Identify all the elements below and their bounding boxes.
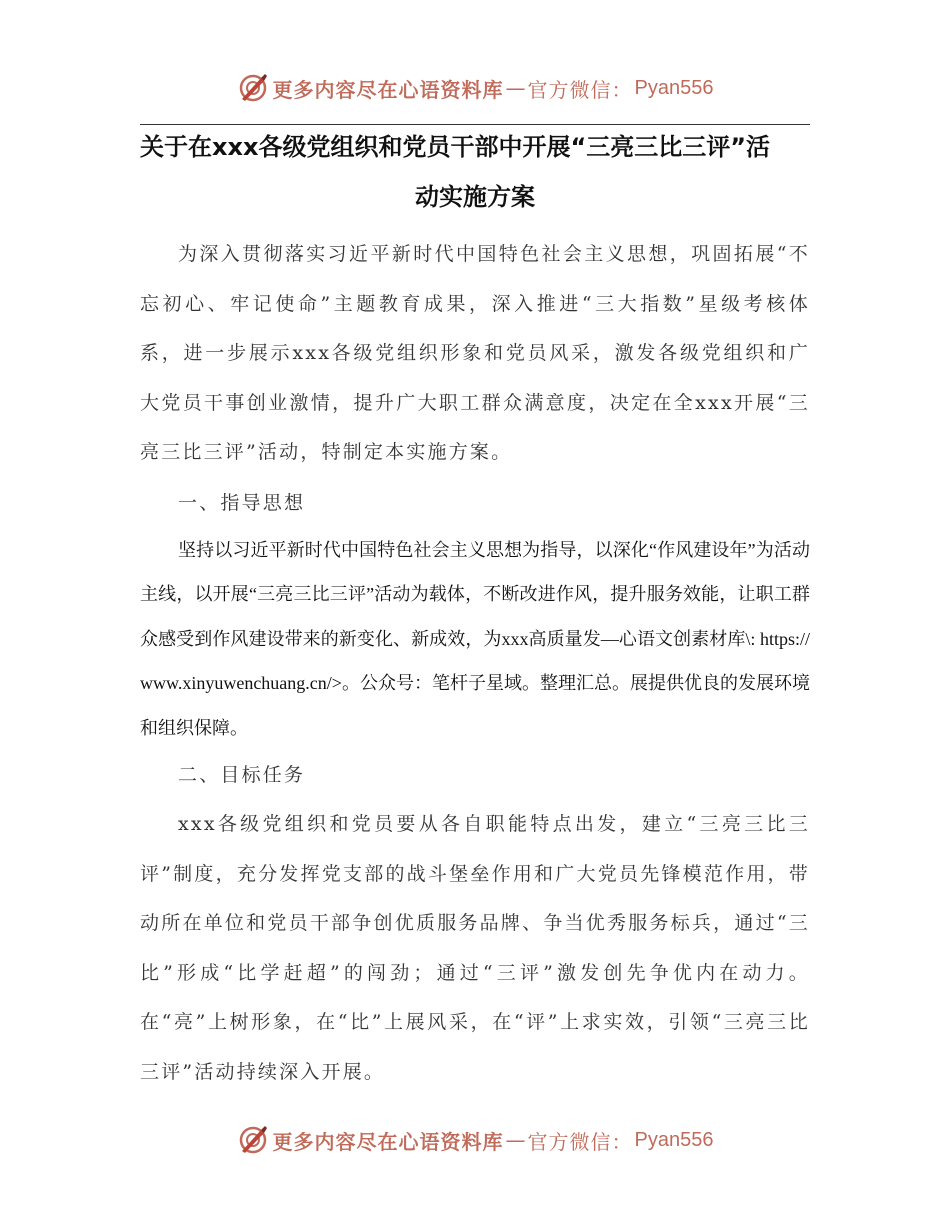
title-line-1: 关于在xxx各级党组织和党员干部中开展“三亮三比三评”活 [140,133,770,161]
title-line-2: 动实施方案 [415,183,535,211]
banner-text: 更多内容尽在心语资料库 [272,1129,504,1154]
section-2-heading: 二、目标任务 [178,764,306,786]
banner-wechat-id: Pyan556 [634,1128,714,1151]
pen-logo-icon [237,72,269,104]
banner-wechat-id: Pyan556 [634,76,714,99]
banner-separator: — [505,1128,526,1152]
section-2-paragraph: xxx各级党组织和党员要从各自职能特点出发，建立“三亮三比三评”制度，充分发挥党支部的战斗堡垒作用和广大党员先锋模范作用，带动所在单位和党员干部争创优质服务品牌、争当优秀服务标兵，通过“三比”形成“比学赶超”的闯劲；通过“三评”激发创先争优内在动力。在“亮”上树形象，在“比”上展风采，在“评”上求实效，引领“三亮三比三评”活动持续深入开展。 [140,813,810,1083]
banner-suffix: 官方微信： [527,1129,633,1154]
section-1-paragraph: 坚持以习近平新时代中国特色社会主义思想为指导，以深化“作风建设年”为活动主线，以开展“三亮三比三评”活动为载体，不断改进作风，提升服务效能，让职工群众感受到作风建设带来的新变化、新成效，为xxx高质量发—心语文创素材库\: https://www.xinyuwenchuang.cn/>。公众号：笔杆子星域。整理汇总。展提供优良的发展环境和组织保障。 [140,539,810,738]
header-banner [0,68,950,108]
document-title [140,122,810,222]
document-body [140,230,810,1097]
section-1-heading: 一、指导思想 [178,491,306,514]
banner-text: 更多内容尽在心语资料库 [272,77,504,102]
footer-banner [0,1120,950,1160]
banner-separator: — [505,76,526,100]
banner-suffix: 官方微信： [527,77,633,102]
pen-logo-icon [237,1124,269,1156]
intro-paragraph: 为深入贯彻落实习近平新时代中国特色社会主义思想，巩固拓展“不忘初心、牢记使命”主题教育成果，深入推进“三大指数”星级考核体系，进一步展示xxx各级党组织形象和党员风采，激发各级党组织和广大党员干事创业激情，提升广大职工群众满意度，决定在全xxx开展“三亮三比三评”活动，特制定本实施方案。 [140,243,810,463]
